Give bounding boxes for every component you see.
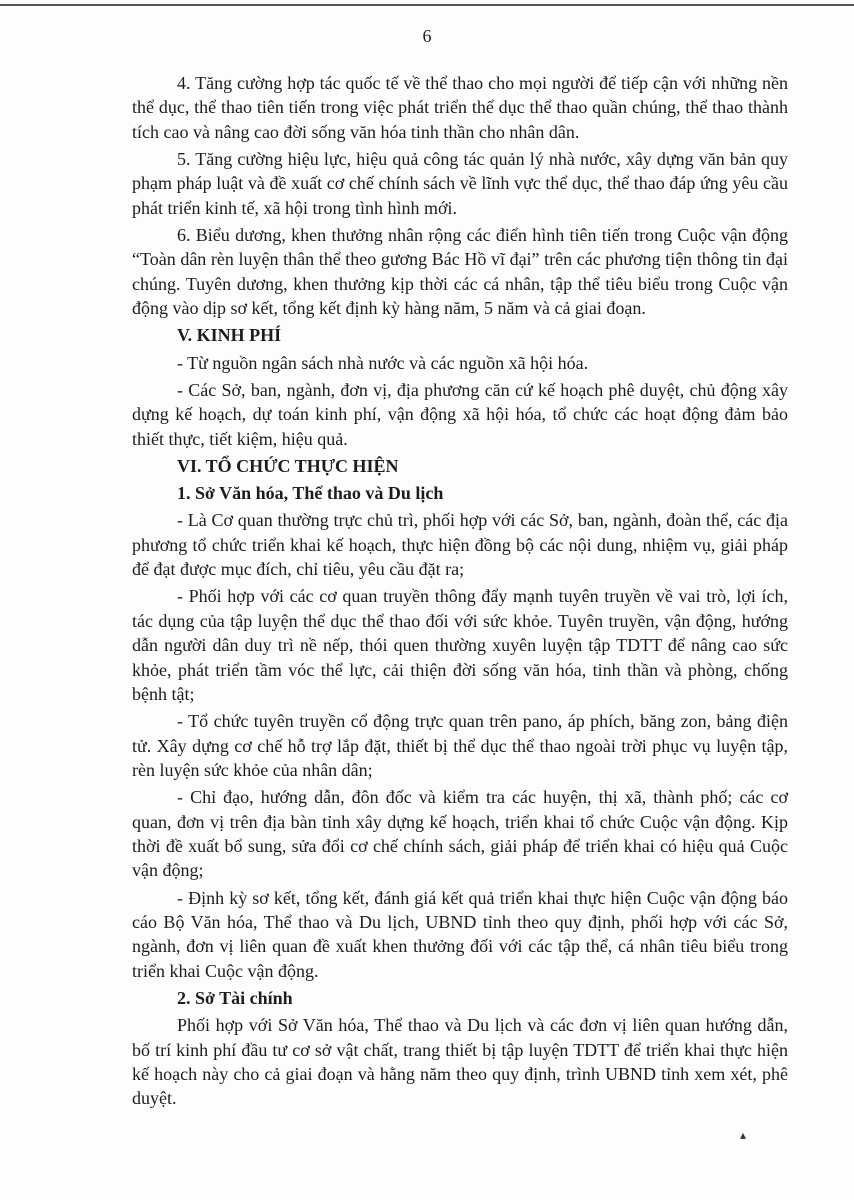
scan-top-edge	[0, 4, 854, 6]
paragraph-media-coordination: - Phối hợp với các cơ quan truyền thông đẩy mạnh tuyên truyền về vai trò, lợi ích, tác dụng của tập luyện thể dục thể thao đối với sức khỏe. Tuyên truyền, vận động, hướng dẫn người dân duy trì nề nếp, thói quen thường xuyên luyện tập TDTT để nâng cao sức khỏe, phát triển tầm vóc thể lực, cải thiện đời sống văn hóa, tinh thần và phòng, chống bệnh tật;	[132, 586, 788, 704]
subheading-finance-department: 2. Sở Tài chính	[177, 987, 293, 1008]
paragraph-commendation: 6. Biểu dương, khen thưởng nhân rộng các điển hình tiên tiến trong Cuộc vận động “Toàn dân rèn luyện thân thể theo gương Bác Hồ vĩ đại” trên các phương tiện thông tin đại chúng. Tuyên dương, khen thưởng kịp thời các cá nhân, tập thể tiêu biểu trong Cuộc vận động vào dịp sơ kết, tổng kết định kỳ hàng năm, 5 năm và cả giai đoạn.	[132, 225, 788, 319]
paragraph-visual-propaganda: - Tổ chức tuyên truyền cổ động trực quan trên pano, áp phích, băng zon, bảng điện tử. Xây dựng cơ chế hỗ trợ lắp đặt, thiết bị thể dục thể thao ngoài trời phục vụ luyện tập, rèn luyện sức khỏe của nhân dân;	[132, 711, 788, 780]
section-heading-implementation: VI. TỔ CHỨC THỰC HIỆN	[177, 455, 399, 476]
scan-speck: ▴	[740, 1128, 747, 1142]
section-heading-funding: V. KINH PHÍ	[177, 325, 282, 346]
paragraph-international-cooperation: 4. Tăng cường hợp tác quốc tế về thể thao cho mọi người để tiếp cận với những nền thể dục, thể thao tiên tiến trong việc phát triển thể dục thể thao quần chúng, thể thao thành tích cao và nâng cao đời sống văn hóa tinh thần cho nhân dân.	[132, 73, 788, 142]
paragraph-funding-sources: - Từ nguồn ngân sách nhà nước và các nguồn xã hội hóa.	[177, 352, 589, 373]
paragraph-direction-guidance: - Chỉ đạo, hướng dẫn, đôn đốc và kiểm tra các huyện, thị xã, thành phố; các cơ quan, đơn vị trên địa bàn tỉnh xây dựng kế hoạch, triển khai tổ chức Cuộc vận động. Kịp thời đề xuất bổ sung, sửa đổi cơ chế chính sách, giải pháp để triển khai có hiệu quả Cuộc vận động;	[132, 787, 788, 881]
paragraph-funding-departments: - Các Sở, ban, ngành, đơn vị, địa phương căn cứ kế hoạch phê duyệt, chủ động xây dựng kế hoạch, dự toán kinh phí, vận động xã hội hóa, tổ chức các hoạt động đảm bảo thiết thực, tiết kiệm, hiệu quả.	[132, 379, 788, 449]
document-body	[132, 71, 788, 1114]
paragraph-state-management: 5. Tăng cường hiệu lực, hiệu quả công tác quản lý nhà nước, xây dựng văn bản quy phạm pháp luật và đề xuất cơ chế chính sách về lĩnh vực thể dục, thể thao đáp ứng yêu cầu phát triển kinh tế, xã hội trong tình hình mới.	[132, 149, 788, 218]
page-number: 6	[422, 26, 432, 46]
paragraph-standing-agency: - Là Cơ quan thường trực chủ trì, phối hợp với các Sở, ban, ngành, đoàn thể, các địa phương tổ chức triển khai kế hoạch, thực hiện đồng bộ các nội dung, nhiệm vụ, giải pháp để đạt được mục đích, chỉ tiêu, yêu cầu đặt ra;	[132, 510, 788, 580]
subheading-culture-department: 1. Sở Văn hóa, Thể thao và Du lịch	[177, 483, 444, 504]
paragraph-finance-coordination: Phối hợp với Sở Văn hóa, Thể thao và Du lịch và các đơn vị liên quan hướng dẫn, bố trí kinh phí đầu tư cơ sở vật chất, trang thiết bị tập luyện TDTT để triển khai thực hiện kế hoạch này cho cả giai đoạn và hằng năm theo quy định, trình UBND tỉnh xem xét, phê duyệt.	[132, 1015, 788, 1109]
paragraph-periodic-review: - Định kỳ sơ kết, tổng kết, đánh giá kết quả triển khai thực hiện Cuộc vận động báo cáo Bộ Văn hóa, Thể thao và Du lịch, UBND tỉnh theo quy định, phối hợp với các Sở, ngành, đơn vị liên quan đề xuất khen thưởng đối với các tập thể, cá nhân tiêu biểu trong triển khai Cuộc vận động.	[132, 887, 788, 981]
